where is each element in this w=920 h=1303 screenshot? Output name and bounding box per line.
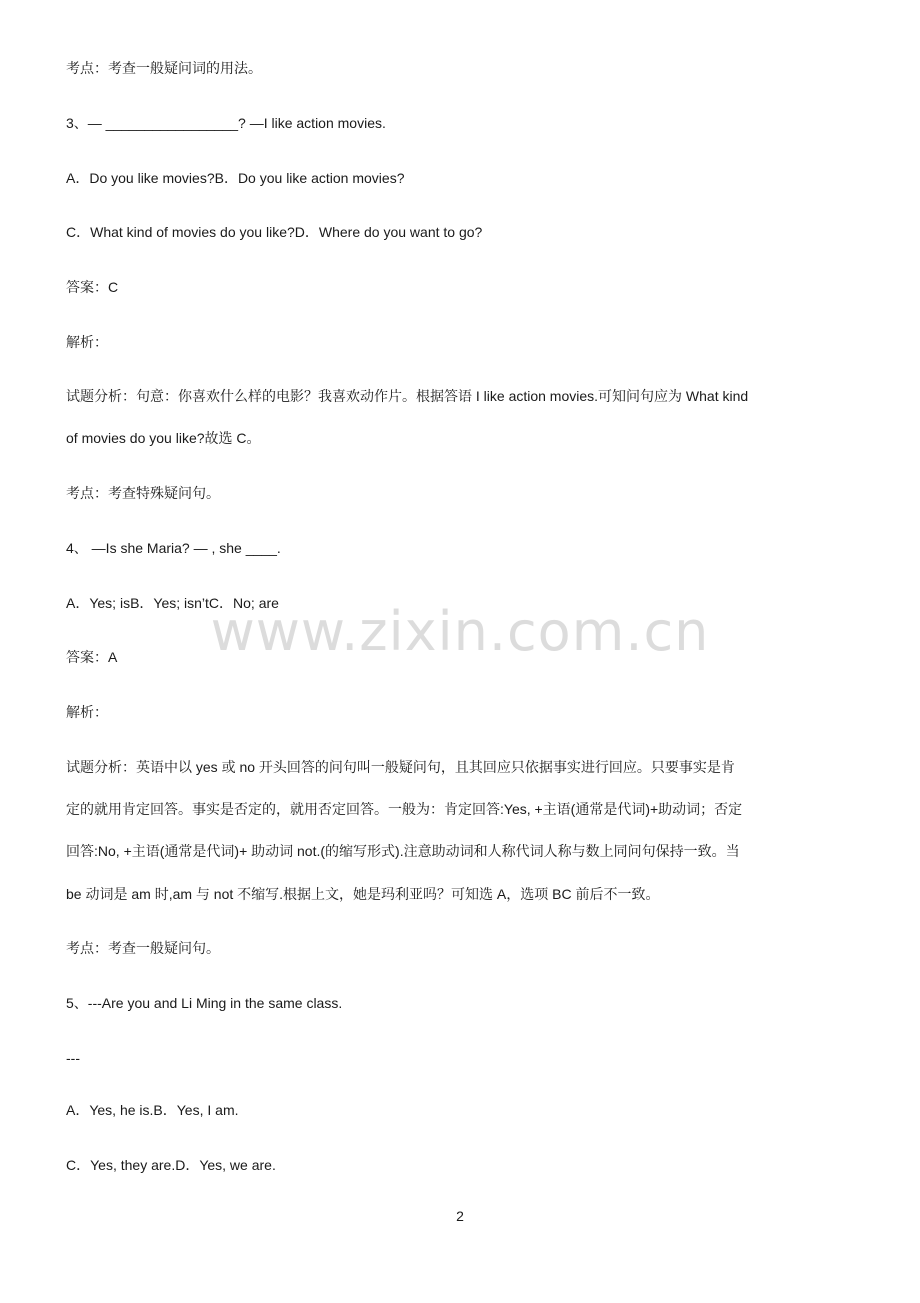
question-4-analysis-text: be 动词是 am 时,am 与 not 不缩写.根据上文，她是玛利亚吗？可知选 A，选项 BC 前后不一致。	[66, 886, 660, 902]
question-4-analysis-text: 试题分析：英语中以 yes 或 no 开头回答的问句叫一般疑问句，且其回应只依据事实进行回应。只要事实是肯	[66, 759, 735, 775]
question-3-options-cd: C．What kind of movies do you like?D．Where do you want to go?	[66, 224, 483, 240]
question-3-analysis-text: 试题分析：句意：你喜欢什么样的电影？我喜欢动作片。根据答语 I like action movies.可知问句应为 What kind	[66, 388, 749, 404]
question-3-stem: 3、— _________________? —I like action movies.	[66, 115, 386, 131]
question-5-options-cd: C．Yes, they are.D．Yes, we are.	[66, 1157, 276, 1173]
question-4-analysis-text: 回答:No, +主语(通常是代词)+ 助动词 not.(的缩写形式).注意助动词和人称代词人称与数上同问句保持一致。当	[66, 843, 740, 859]
watermark: www.zixin.com.cn	[210, 600, 710, 663]
question-4-answer: 答案：A	[66, 649, 118, 665]
question-3-analysis-label: 解析：	[66, 334, 108, 350]
question-3-answer: 答案：C	[66, 279, 119, 295]
question-3-options-ab: A．Do you like movies?B．Do you like action movies?	[66, 170, 405, 186]
page-number: 2	[456, 1208, 464, 1224]
question-4-analysis-label: 解析：	[66, 704, 108, 720]
question-5-stem: 5、---Are you and Li Ming in the same class.	[66, 995, 343, 1011]
question-5-options-ab: A．Yes, he is.B．Yes, I am.	[66, 1102, 239, 1118]
text-line: 考点：考查一般疑问词的用法。	[66, 60, 262, 76]
question-4-options: A．Yes; isB．Yes; isn’tC．No; are	[66, 595, 279, 611]
question-4-analysis-text: 定的就用肯定回答。事实是否定的，就用否定回答。一般为：肯定回答:Yes, +主语(通常是代词)+助动词；否定	[66, 801, 743, 817]
question-3-topic: 考点：考查特殊疑问句。	[66, 485, 220, 501]
question-3-analysis-text: of movies do you like?故选 C。	[66, 430, 261, 446]
question-5-dash: ---	[66, 1050, 80, 1066]
question-4-stem: 4、 —Is she Maria? — , she ____.	[66, 540, 281, 556]
question-4-topic: 考点：考查一般疑问句。	[66, 940, 220, 956]
